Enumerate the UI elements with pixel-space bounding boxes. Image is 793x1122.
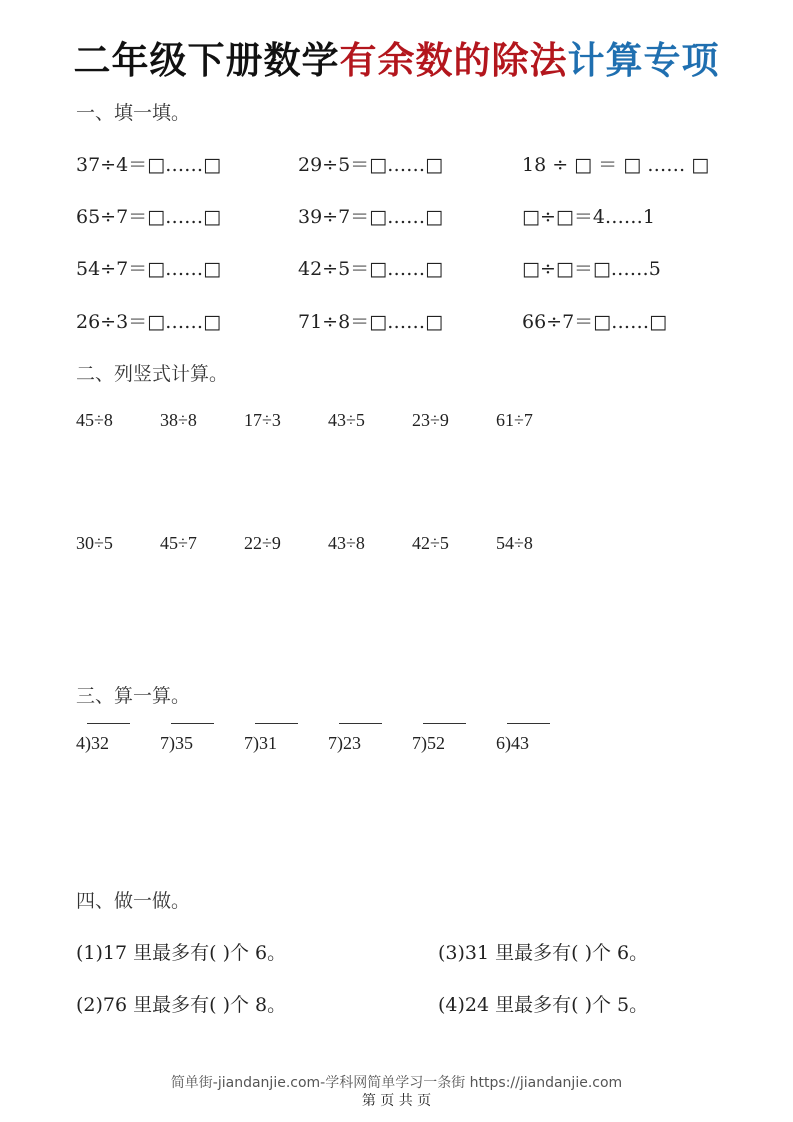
question-item: (1)17 里最多有( )个 6。 (76, 942, 287, 964)
vertical-calc-item: 22÷9 (244, 533, 281, 553)
vertical-calc-item: 45÷8 (76, 410, 113, 430)
fill-item: 71÷8＝□……□ (298, 311, 444, 333)
dividend: 32 (91, 733, 109, 753)
vertical-calc-item: 42÷5 (412, 533, 449, 553)
fill-item: 37÷4＝□……□ (76, 154, 222, 176)
page-number: 第 页 共 页 (361, 1093, 432, 1109)
divisor: 7 (160, 733, 169, 753)
dividend: 35 (175, 733, 193, 753)
question-item: (2)76 里最多有( )个 8。 (76, 994, 287, 1016)
page-title (0, 30, 793, 84)
title-part-2: 有余数的除法 (339, 39, 568, 82)
question-item: (3)31 里最多有( )个 6。 (438, 942, 649, 964)
vertical-calc-item: 43÷5 (328, 410, 365, 430)
title-part-1: 二年级下册数学 (73, 39, 340, 82)
vertical-calc-item: 45÷7 (160, 533, 197, 553)
long-division-item: 7)23 (328, 733, 361, 754)
section-3-heading: 三、算一算。 (76, 685, 191, 707)
dividend: 23 (343, 733, 361, 753)
divisor: 6 (496, 733, 505, 753)
vertical-calc-item: 17÷3 (244, 410, 281, 430)
long-division-item: 6)43 (496, 733, 529, 754)
divisor: 7 (328, 733, 337, 753)
footer-text: 简单街-jiandanjie.com-学科网简单学习一条街 https://jiandanjie.com (170, 1075, 623, 1091)
fill-item: 26÷3＝□……□ (76, 311, 222, 333)
vertical-calc-item: 61÷7 (496, 410, 533, 430)
fill-item: □÷□＝□……5 (522, 258, 661, 280)
section-2-heading: 二、列竖式计算。 (76, 363, 229, 385)
long-division-item: 7)52 (412, 733, 445, 754)
fill-item: 29÷5＝□……□ (298, 154, 444, 176)
dividend: 52 (427, 733, 445, 753)
vertical-calc-item: 43÷8 (328, 533, 365, 553)
long-division-item: 7)31 (244, 733, 277, 754)
fill-item: 54÷7＝□……□ (76, 258, 222, 280)
vertical-calc-item: 38÷8 (160, 410, 197, 430)
long-division-item: 4)32 (76, 733, 109, 754)
vertical-calc-item: 23÷9 (412, 410, 449, 430)
title-part-3: 计算专项 (567, 39, 720, 82)
fill-item: 42÷5＝□……□ (298, 258, 444, 280)
section-4-heading: 四、做一做。 (76, 890, 191, 912)
long-division-item: 7)35 (160, 733, 193, 754)
fill-item: 18 ÷ □ ＝ □ …… □ (522, 154, 710, 176)
dividend: 43 (511, 733, 529, 753)
dividend: 31 (259, 733, 277, 753)
fill-item: □÷□＝4……1 (522, 206, 656, 228)
question-item: (4)24 里最多有( )个 5。 (438, 994, 649, 1016)
fill-item: 39÷7＝□……□ (298, 206, 444, 228)
divisor: 7 (244, 733, 253, 753)
fill-item: 65÷7＝□……□ (76, 206, 222, 228)
divisor: 7 (412, 733, 421, 753)
vertical-calc-item: 54÷8 (496, 533, 533, 553)
section-1-heading: 一、填一填。 (76, 102, 191, 124)
fill-item: 66÷7＝□……□ (522, 311, 668, 333)
divisor: 4 (76, 733, 85, 753)
vertical-calc-item: 30÷5 (76, 533, 113, 553)
